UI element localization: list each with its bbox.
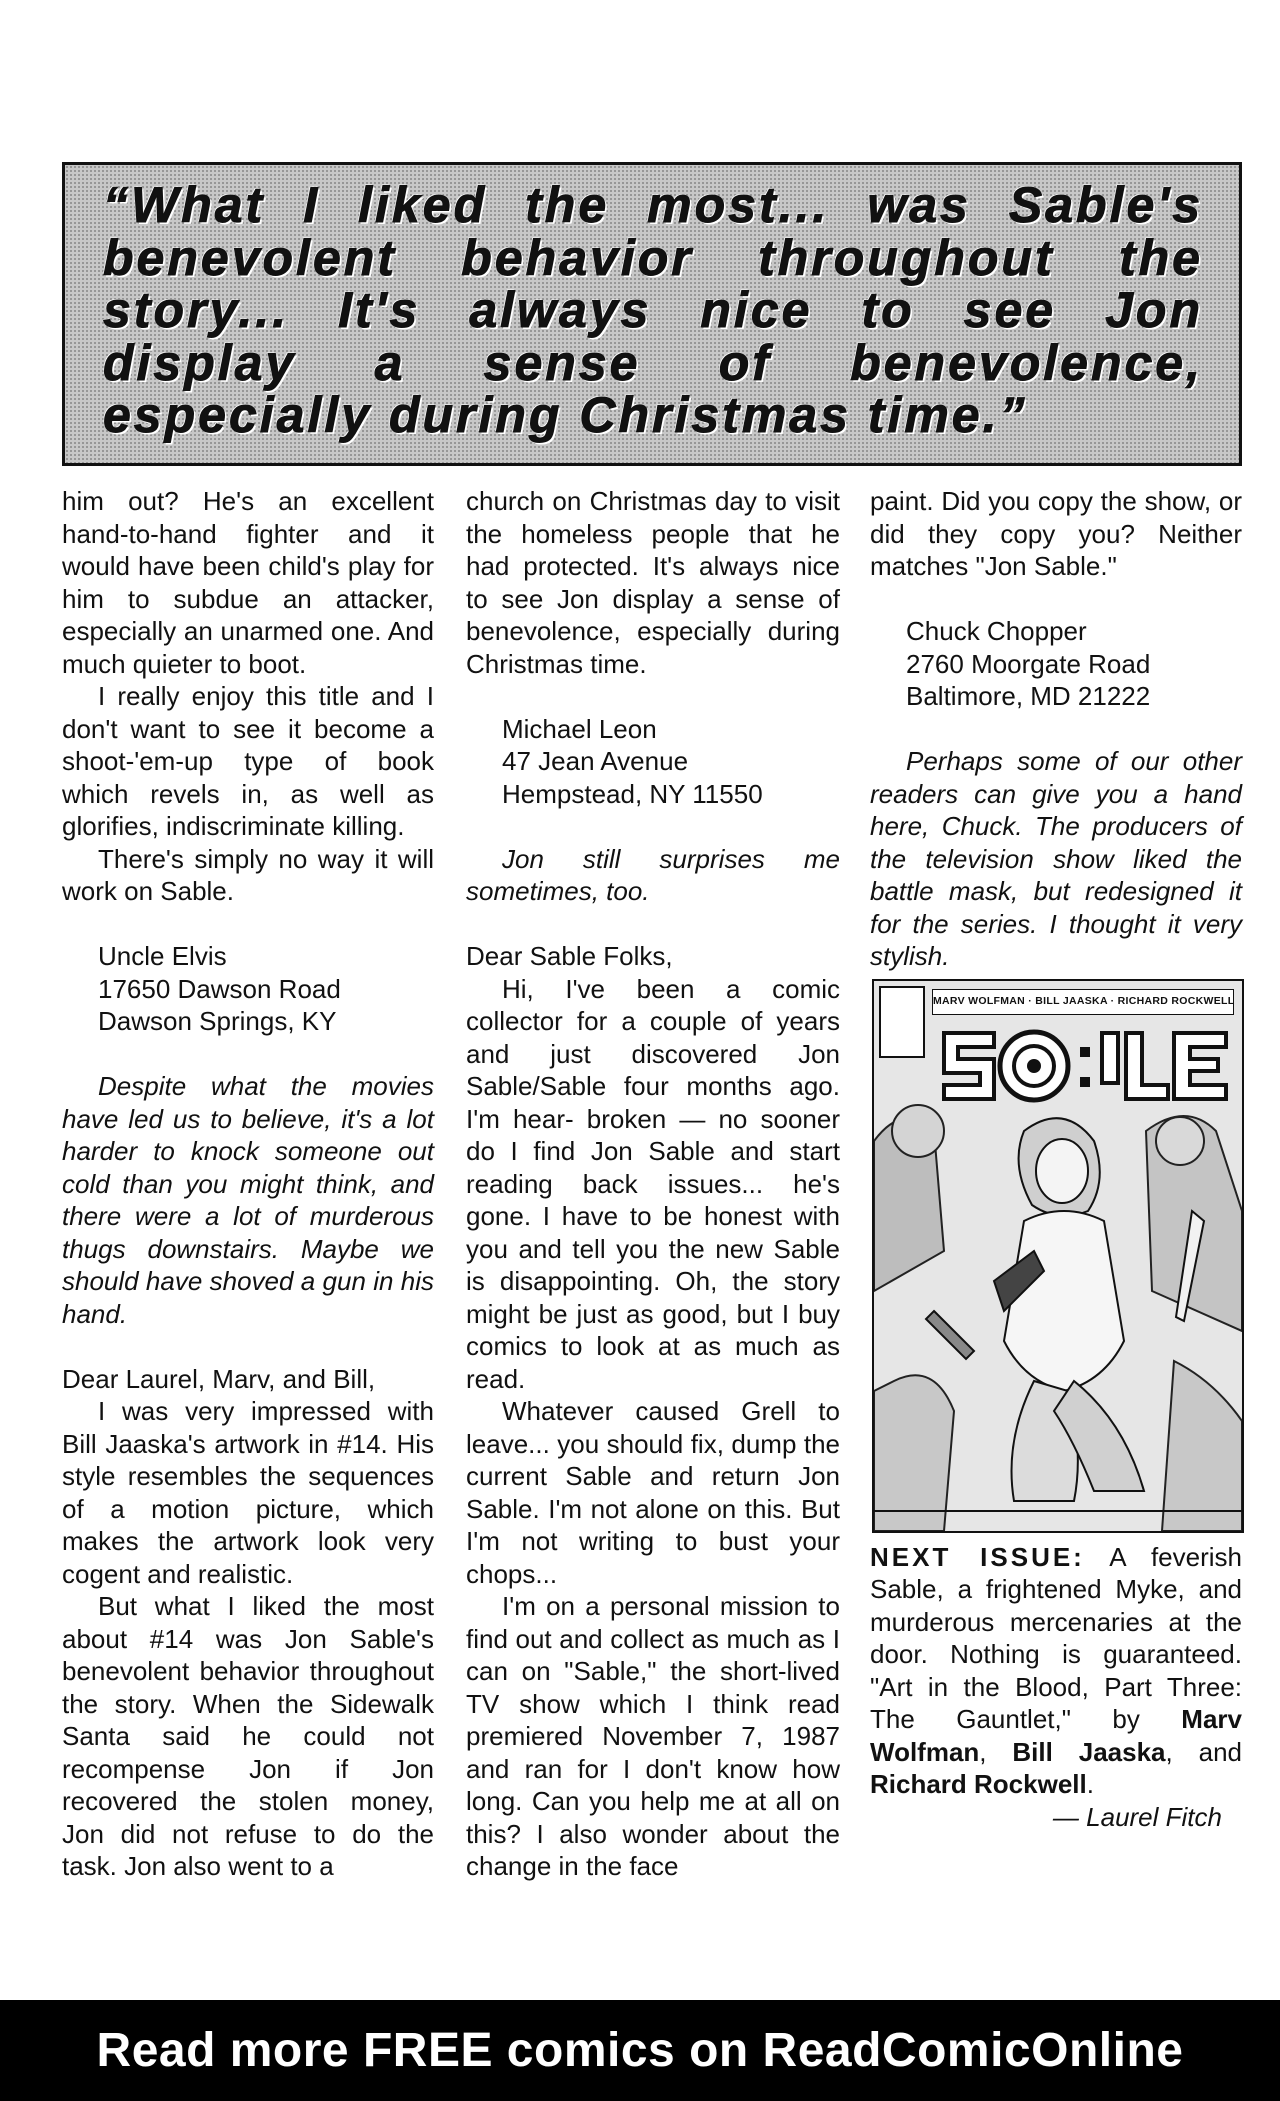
letter-paragraph: I was very impressed with Bill Jaaska's artwork in #14. His style resembles the sequences of a motion picture, which makes the artwork look very cogent and realistic. — [62, 1396, 434, 1589]
credit-separator: , and — [1165, 1736, 1242, 1767]
signature-name: Uncle Elvis — [98, 941, 227, 971]
letter-salutation: Dear Laurel, Marv, and Bill, — [62, 1363, 376, 1394]
letter-paragraph: I really enjoy this title and I don't want to see it become a shoot-'em-up type of book which revels in, as well as glorifies, indiscriminate killing. — [62, 681, 434, 841]
editor-reply: Jon still surprises me sometimes, too. — [466, 843, 840, 906]
next-issue-text: A feverish Sable, a frightened Myke, and murderous mercenaries at the door. Nothing is guaranteed. "Art in the Blood, Part Three: The Gauntlet," by — [870, 1541, 1242, 1734]
credit-name: Richard Rockwell — [870, 1769, 1087, 1799]
editor-reply: Despite what the movies have led us to believe, it's a lot harder to knock someone out cold than you might think, and there were a lot of murderous thugs downstairs. Maybe we should have shoved a gun in his hand. — [62, 1071, 434, 1329]
next-issue-label: NEXT ISSUE: — [870, 1541, 1085, 1572]
signature-street: 17650 Dawson Road — [98, 973, 341, 1004]
letter-signature — [870, 615, 1242, 713]
column-1 — [62, 485, 434, 1883]
pull-quote-box — [62, 162, 1242, 466]
letter-salutation: Dear Sable Folks, — [466, 941, 673, 971]
letter-paragraph: Whatever caused Grell to leave... you should fix, dump the current Sable and return Jon Sable. I'm not alone on this. But I'm not writing to bust your chops... — [466, 1396, 840, 1589]
letter-signature — [466, 713, 840, 811]
letter-paragraph: him out? He's an excellent hand-to-hand fighter and it would have been child's play for him to subdue an attacker, especially an unarmed one. And much quieter to boot. — [62, 486, 434, 679]
signature-city: Hempstead, NY 11550 — [502, 778, 763, 809]
signature-city: Dawson Springs, KY — [98, 1006, 337, 1036]
next-issue-cover-image — [872, 979, 1244, 1533]
pull-quote-text: “What I liked the most... was Sable's benevolent behavior throughout the story... It's always nice to see Jon display a sense of benevolence, especially during Christmas time.” — [103, 177, 1203, 443]
credit-name: Bill Jaaska — [1012, 1736, 1166, 1767]
signature-name: Chuck Chopper — [906, 616, 1087, 646]
cover-illustration — [874, 981, 1242, 1531]
letter-paragraph: There's simply no way it will work on Sable. — [62, 843, 434, 906]
column-2 — [466, 485, 840, 1883]
letter-paragraph: I'm on a personal mission to find out and collect as much as I can on "Sable," the short-lived TV show which I think read premiered November 7, 1987 and ran for I don't know how long. Can you help me at all on this? I also wonder about the change in the face — [466, 1591, 840, 1881]
promo-banner[interactable]: Read more FREE comics on ReadComicOnline — [0, 2000, 1280, 2101]
editor-signoff: — Laurel Fitch — [1052, 1801, 1222, 1832]
letter-paragraph: Hi, I've been a comic collector for a couple of years and just discovered Jon Sable/Sable four months ago. I'm hear- broken — no sooner do I find Jon Sable and start reading back issues... he's gone. I have to be honest with you and tell you the new Sable is disappointing. Oh, the story might be just as good, but I buy comics to look at as much as read. — [466, 973, 840, 1394]
signature-name: Michael Leon — [502, 713, 657, 744]
editor-reply: Perhaps some of our other readers can give you a hand here, Chuck. The producers of the television show liked the battle mask, but redesigned it for the series. I thought it very stylish. — [870, 746, 1242, 971]
letter-paragraph: But what I liked the most about #14 was Jon Sable's benevolent behavior throughout the story. When the Sidewalk Santa said he could not recompense Jon if Jon recovered the stolen money, Jon did not refuse to do the task. Jon also went to a — [62, 1591, 434, 1881]
next-issue-blurb — [870, 1541, 1242, 1801]
credit-separator: , — [979, 1736, 1013, 1767]
letter-paragraph: paint. Did you copy the show, or did they copy you? Neither matches "Jon Sable." — [870, 486, 1242, 581]
letter-paragraph: church on Christmas day to visit the homeless people that he had protected. It's always nice to see Jon display a sense of benevolence, especially during Christmas time. — [466, 486, 840, 679]
signature-city: Baltimore, MD 21222 — [906, 681, 1151, 711]
cover-credits: MARV WOLFMAN · BILL JAASKA · RICHARD ROCKWELL — [932, 989, 1234, 1015]
credit-end: . — [1086, 1769, 1094, 1799]
signature-street: 2760 Moorgate Road — [906, 648, 1151, 679]
signature-street: 47 Jean Avenue — [502, 746, 689, 776]
credit-name: Marv Wolfman — [870, 1704, 1242, 1767]
column-3 — [870, 485, 1242, 1833]
letter-signature — [62, 940, 434, 1038]
